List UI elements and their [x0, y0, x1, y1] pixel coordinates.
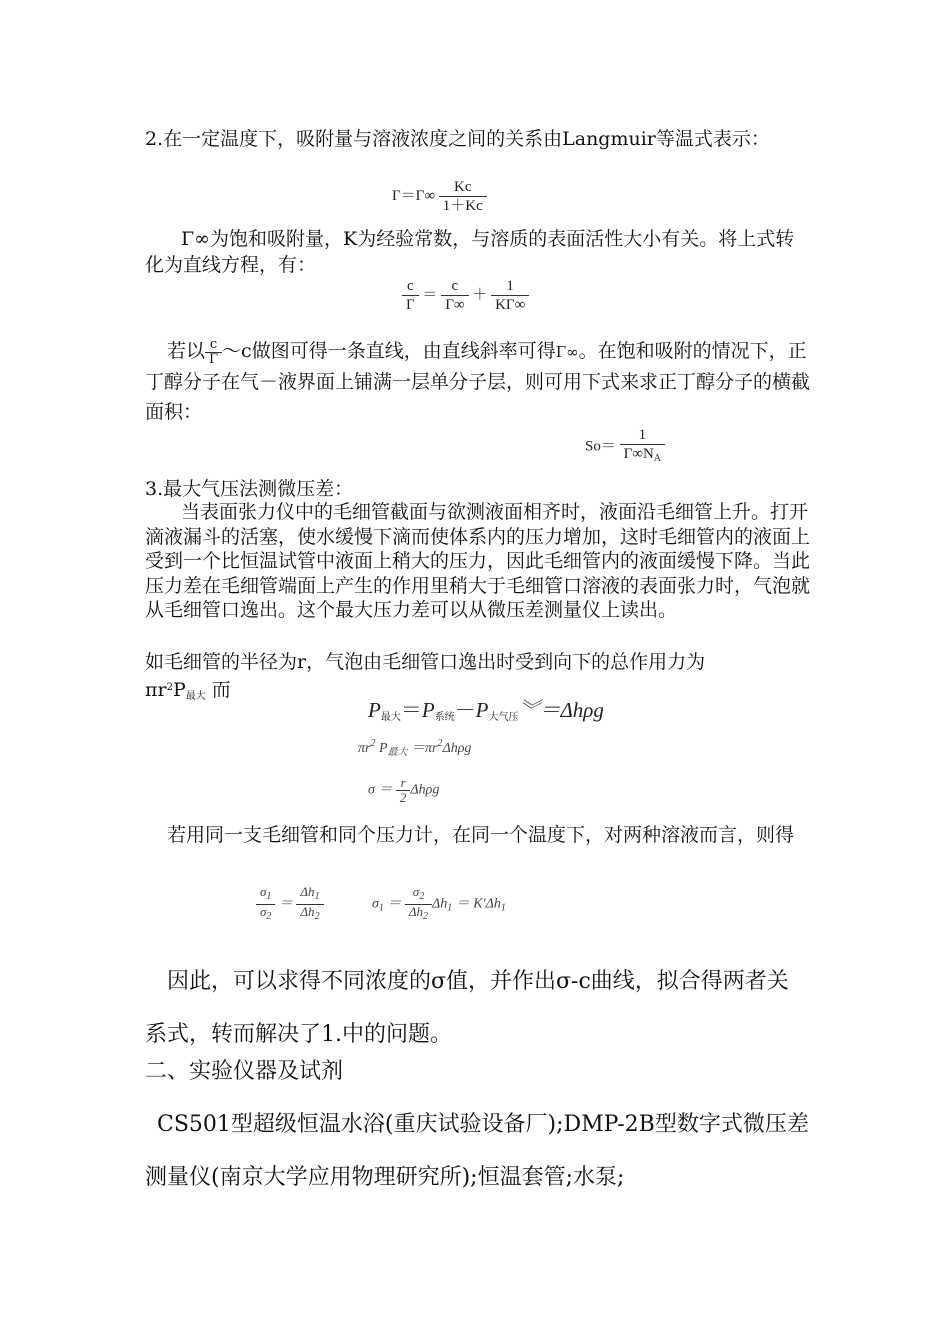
eq8-num: σ	[412, 884, 420, 899]
eq8-mid: Δh	[432, 896, 448, 912]
eq8-den: Δh	[408, 904, 424, 919]
eq4-p2: P	[421, 698, 435, 722]
eq3-numerator: 1	[620, 426, 665, 445]
eq6-numerator: r	[396, 776, 411, 791]
eq7-equals: ＝	[278, 896, 293, 912]
eq7-right-num: Δh	[300, 884, 315, 899]
eq8-mid-sub: 1	[447, 902, 453, 914]
eq1-denominator: 1＋Kc	[442, 198, 483, 214]
eq5-b: P	[378, 741, 388, 756]
eq1-lhs: Γ＝Γ∞	[392, 187, 436, 204]
eq2-right-numerator: 1	[491, 277, 529, 296]
paragraph-langmuir-intro: 2.在一定温度下，吸附量与溶液浓度之间的关系由Langmuir等温式表示：	[145, 128, 770, 150]
eq8-lhs-sub: 1	[378, 902, 384, 914]
equation-linear-form	[402, 277, 529, 314]
eq7-left-num-sub: 1	[266, 891, 272, 902]
eq7-right-den-sub: 2	[314, 911, 320, 922]
eq5-c-sup: 2	[437, 738, 443, 749]
eq2-left-denominator: Γ	[406, 297, 415, 313]
para5b-pi-r: πr	[145, 679, 167, 701]
eq7-left-den-sub: 2	[266, 911, 272, 922]
eq4-tail: ︾＝Δhρg	[518, 698, 604, 722]
equation-ratio	[256, 885, 324, 924]
eq7-left-den: σ	[260, 904, 267, 919]
section-title-instruments: 二、实验仪器及试剂	[145, 1059, 344, 1084]
paragraph-conclusion: 因此，可以求得不同浓度的σ值，并作出σ-c曲线，拟合得两者关系式，转而解决了1.中的问题。	[145, 969, 789, 1047]
eq8-den-sub: 2	[423, 911, 429, 922]
eq2-right-denominator: KΓ∞	[495, 297, 526, 313]
eq8-num-sub: 2	[419, 891, 425, 902]
paragraph-max-pressure: 当表面张力仪中的毛细管截面与欲测液面相齐时，液面沿毛细管上升。打开滴液漏斗的活塞，使水缓慢下滴而使体系内的压力增加，这时毛细管内的液面上受到一个比恒温试管中液面上稍大的压力，因此毛细管内的液面缓慢下降。当此压力差在毛细管端面上产生的作用里稍大于毛细管口溶液的表面张力时，气泡就从毛细管口逸出。这个最大压力差可以从微压差测量仪上读出。	[145, 501, 811, 621]
eq7-left-num: σ	[260, 884, 267, 899]
eq4-s2: 系统	[434, 712, 455, 723]
eq6-lhs: σ ＝	[368, 782, 393, 798]
equation-cross-section	[585, 426, 665, 468]
eq4-minus: －	[454, 698, 476, 722]
eq2-equals: ＝	[422, 286, 438, 303]
eq5-eq: ＝πr	[407, 741, 438, 756]
paragraph-instruments: CS501型超级恒温水浴(重庆试验设备厂);DMP-2B型数字式微压差测量仪(南京大学应用物理研究所);恒温套管;水泵;	[145, 1112, 809, 1190]
eq4-s1: 最大	[380, 712, 401, 723]
eq3-denominator: Γ∞N	[623, 446, 654, 462]
eq7-right-num-sub: 1	[314, 891, 320, 902]
eq8-lhs: σ	[372, 896, 379, 912]
eq8-rhs: ＝ K'Δh	[452, 896, 501, 912]
equation-langmuir	[392, 178, 487, 215]
eq3-denominator-sub: A	[653, 453, 662, 464]
para5b-sup: 2	[166, 682, 173, 693]
section-title-max-pressure: 3.最大气压法测微压差：	[145, 478, 354, 500]
eq6-rhs: Δhρg	[410, 782, 440, 798]
equation-pressure-difference	[368, 688, 604, 740]
eq8-rhs-sub: 1	[500, 902, 506, 914]
paragraph-plot-slope	[145, 336, 810, 427]
eq5-d: Δhρg	[442, 741, 472, 756]
para3-tail: 。在饱和吸附的情况下，正丁醇分子在气－液界面上铺满一层单分子层，则可用下式来求正丁醇分子的横截面积：	[145, 340, 811, 423]
eq4-equals: ＝	[400, 698, 422, 722]
eq8-eq: ＝	[383, 896, 402, 912]
para5b-tail: 而	[205, 679, 231, 701]
equation-surface-tension	[368, 776, 439, 805]
para3-pre: 若以	[167, 340, 206, 362]
para3-gamma: Γ∞	[555, 343, 579, 361]
eq5-a: πr	[358, 741, 371, 756]
paragraph-two-solutions: 若用同一支毛细管和同个压力计，在同一个温度下，对两种溶液而言，则得	[167, 824, 795, 846]
para5b-p: P	[172, 679, 186, 701]
eq1-numerator: Kc	[439, 178, 487, 197]
eq2-mid-denominator: Γ∞	[445, 297, 465, 313]
eq2-mid-numerator: c	[441, 277, 468, 296]
eq2-left-numerator: c	[402, 277, 419, 296]
para3-post: ～c做图可得一条直线，由直线斜率可得	[222, 340, 556, 362]
eq4-p1: P	[368, 698, 381, 722]
eq4-s3: 大气压	[488, 712, 519, 723]
para5b-sub: 最大	[185, 691, 206, 702]
paragraph-capillary-radius: 如毛细管的半径为r，气泡由毛细管口逸出时受到向下的总作用力为	[145, 651, 706, 673]
eq4-p3: P	[475, 698, 489, 722]
eq3-lhs: So＝	[585, 438, 616, 455]
eq7-right-den: Δh	[300, 904, 315, 919]
eq2-plus: ＋	[472, 286, 488, 303]
paragraph-saturation: Γ∞为饱和吸附量，K为经验常数，与溶质的表面活性大小有关。将上式转化为直线方程，有：	[145, 228, 795, 276]
eq5-a-sup: 2	[370, 738, 376, 749]
eq5-b-sub: 最大	[387, 747, 408, 758]
equation-relative-sigma	[372, 885, 506, 924]
para3-frac-num: c	[205, 338, 222, 353]
eq6-denominator: 2	[399, 790, 407, 805]
equation-force-balance	[358, 737, 471, 758]
para3-frac-den: Γ	[209, 351, 219, 367]
